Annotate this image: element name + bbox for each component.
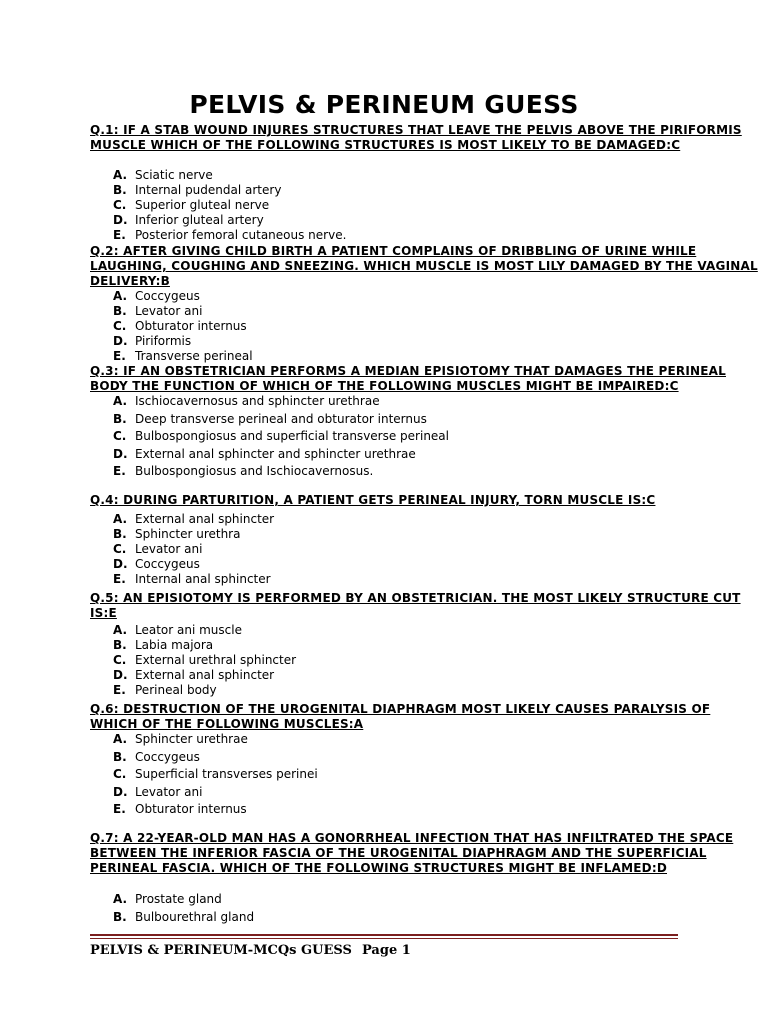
footer-rule-thin: [90, 938, 678, 939]
question-5-stem: Q.5: AN EPISIOTOMY IS PERFORMED BY AN OBSTETRICIAN. THE MOST LIKELY STRUCTURE CUT IS:E: [90, 591, 741, 620]
option: C. Bulbospongiosus and superficial transverse perineal: [113, 429, 449, 443]
question-6-stem: Q.6: DESTRUCTION OF THE UROGENITAL DIAPHRAGM MOST LIKELY CAUSES PARALYSIS OF WHICH OF THE FOLLOWING MUSCLES:A: [90, 702, 711, 731]
question-6-options: [113, 731, 318, 819]
option: A. Leator ani muscle: [113, 623, 242, 637]
option: A. External anal sphincter: [113, 512, 275, 526]
question-5-options: [113, 623, 296, 698]
page-title: PELVIS & PERINEUM GUESS: [189, 90, 579, 119]
question-2-stem: Q.2: AFTER GIVING CHILD BIRTH A PATIENT COMPLAINS OF DRIBBLING OF URINE WHILE LAUGHING, COUGHING AND SNEEZING. WHICH MUSCLE IS MOST LILY DAMAGED BY THE VAGINAL DELIVERY:B: [90, 244, 758, 288]
question-3-options: [113, 393, 449, 481]
option: C. External urethral sphincter: [113, 653, 297, 667]
option: A. Prostate gland: [113, 892, 222, 906]
option: B. Internal pudendal artery: [113, 183, 282, 197]
option: A. Sphincter urethrae: [113, 732, 248, 746]
option: B. Deep transverse perineal and obturator internus: [113, 411, 427, 426]
question-4-stem: Q.4: DURING PARTURITION, A PATIENT GETS PERINEAL INJURY, TORN MUSCLE IS:C: [90, 493, 656, 507]
option: B. Sphincter urethra: [113, 527, 241, 541]
option: C. Superficial transverses perinei: [113, 767, 318, 781]
question-7-options: [113, 891, 254, 926]
option: E. Transverse perineal: [113, 349, 253, 363]
footer-title: PELVIS & PERINEUM-MCQs GUESS: [90, 943, 352, 958]
question-3-stem: Q.3: IF AN OBSTETRICIAN PERFORMS A MEDIAN EPISIOTOMY THAT DAMAGES THE PERINEAL BODY THE FUNCTION OF WHICH OF THE FOLLOWING MUSCLES MIGHT BE IMPAIRED:C: [90, 364, 726, 393]
option: A. Ischiocavernosus and sphincter urethrae: [113, 394, 380, 408]
option: B. Bulbourethral gland: [113, 909, 255, 924]
page-number: Page 1: [362, 943, 411, 958]
option: C. Superior gluteal nerve: [113, 198, 270, 212]
option: C. Obturator internus: [113, 319, 247, 333]
option: B. Levator ani: [113, 304, 203, 318]
option: E. Internal anal sphincter: [113, 572, 271, 586]
option: E. Posterior femoral cutaneous nerve.: [113, 228, 347, 242]
question-1-options: [113, 168, 346, 243]
footer-rule-thick: [90, 934, 678, 936]
option: A. Sciatic nerve: [113, 168, 213, 182]
option: C. Levator ani: [113, 542, 203, 556]
option: D. Levator ani: [113, 784, 203, 799]
option: D. Inferior gluteal artery: [113, 213, 264, 227]
option: B. Coccygeus: [113, 749, 200, 764]
question-4-options: [113, 512, 274, 587]
option: A. Coccygeus: [113, 289, 200, 303]
option: B. Labia majora: [113, 638, 214, 652]
question-2-options: [113, 289, 253, 364]
option: D. Piriformis: [113, 334, 192, 348]
option: E. Perineal body: [113, 683, 217, 697]
option: E. Bulbospongiosus and Ischiocavernosus.: [113, 464, 374, 478]
option: E. Obturator internus: [113, 802, 247, 816]
option: D. Coccygeus: [113, 557, 200, 571]
option: D. External anal sphincter: [113, 668, 275, 682]
question-7-stem: Q.7: A 22-YEAR-OLD MAN HAS A GONORRHEAL INFECTION THAT HAS INFILTRATED THE SPACE BETWEEN THE INFERIOR FASCIA OF THE UROGENITAL DIAPHRAGM AND THE SUPERFICIAL PERINEAL FASCIA. WHICH OF THE FOLLOWING STRUCTURES MIGHT BE INFLAMED:D: [90, 831, 734, 875]
option: D. External anal sphincter and sphincter urethrae: [113, 446, 416, 461]
question-1-stem: Q.1: IF A STAB WOUND INJURES STRUCTURES THAT LEAVE THE PELVIS ABOVE THE PIRIFORMIS MUSCLE WHICH OF THE FOLLOWING STRUCTURES IS MOST LIKELY TO BE DAMAGED:C: [90, 123, 742, 152]
